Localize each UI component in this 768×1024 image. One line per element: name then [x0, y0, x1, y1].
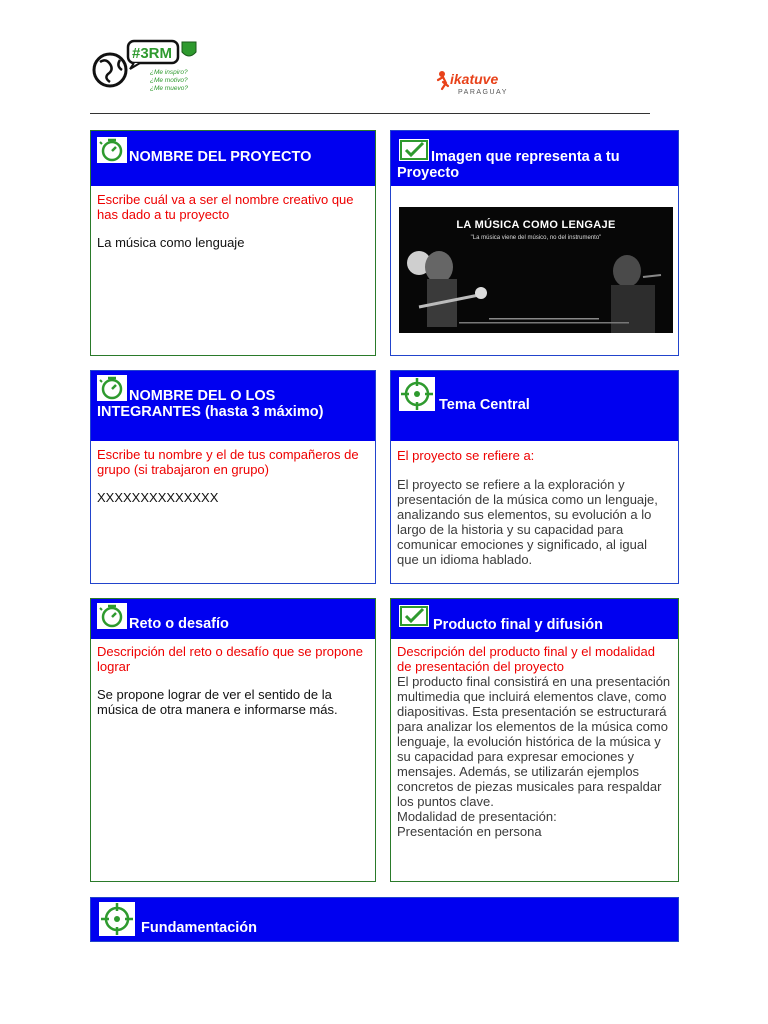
timer-icon	[97, 137, 127, 163]
card-fundamentacion	[90, 897, 679, 942]
ikatuve-brand: ikatuve	[450, 71, 499, 87]
card-answer: El producto final consistirá en una presentación multimedia que incluirá elementos clave, como diapositivas. Esta presentación se estructurará para analizar los elementos de la música como lenguaje, la evolución histórica de la música y su capacidad para expresar emociones y mensajes. Además, se utilizarán ejemplos concretos de piezas musicales para respaldar los puntos clave.	[397, 674, 671, 809]
3rm-logo-tag: #3RM	[132, 45, 173, 62]
target-icon	[399, 377, 435, 411]
header-divider	[90, 113, 650, 114]
poster-photo	[399, 207, 673, 333]
modalidad-label: Modalidad de presentación:	[397, 809, 557, 824]
card-prompt: Escribe tu nombre y el de tus compañeros de grupo (si trabajaron en grupo)	[97, 447, 359, 477]
card-header	[91, 131, 375, 186]
3rm-logo-line-1: ¿Me inspiro?	[150, 69, 188, 76]
card-answer: Se propone lograr de ver el sentido de la música de otra manera e informarse más.	[97, 687, 338, 717]
card-title: Imagen que representa a tu Proyecto	[397, 149, 620, 181]
card-answer: La música como lenguaje	[97, 235, 245, 250]
poster-subtitle: "La música viene del músico, no del instrumento"	[470, 235, 602, 241]
checkbox-icon	[399, 605, 429, 627]
card-producto-final	[390, 598, 679, 882]
target-icon	[99, 902, 135, 936]
timer-icon	[97, 603, 127, 629]
card-prompt: Descripción del producto final y el modalidad de presentación del proyecto	[397, 644, 655, 674]
card-answer: El proyecto se refiere a la exploración y presentación de la música como un lenguaje, analizando sus elementos, su evolución a lo largo de la historia y su capacidad para comunicar emociones y significado, al igual que un idioma hablado.	[397, 477, 658, 567]
card-imagen	[390, 130, 679, 356]
card-title: Fundamentación	[141, 920, 258, 936]
card-prompt: Descripción del reto o desafío que se propone lograr	[97, 644, 363, 674]
card-header	[91, 898, 678, 941]
card-prompt: El proyecto se refiere a:	[397, 448, 535, 463]
card-title: NOMBRE DEL O LOS INTEGRANTES (hasta 3 máximo)	[97, 388, 324, 420]
card-answer: XXXXXXXXXXXXXX	[97, 490, 219, 505]
ikatuve-logo	[436, 68, 526, 98]
poster-image	[399, 207, 673, 333]
card-header	[91, 599, 375, 639]
card-tema-central	[390, 370, 679, 584]
card-reto	[90, 598, 376, 882]
ikatuve-sub: PARAGUAY	[458, 89, 508, 96]
card-title: Producto final y difusión	[433, 617, 603, 633]
card-integrantes	[90, 370, 376, 584]
modalidad-value: Presentación en persona	[397, 824, 542, 839]
3rm-logo	[90, 36, 202, 98]
card-prompt: Escribe cuál va a ser el nombre creativo que has dado a tu proyecto	[97, 192, 354, 222]
card-nombre-proyecto	[90, 130, 376, 356]
3rm-logo-line-2: ¿Me motivo?	[150, 77, 188, 84]
poster-caption-graphic	[459, 317, 629, 325]
card-header	[391, 599, 678, 639]
poster-title: LA MÚSICA COMO LENGAJE	[456, 219, 616, 231]
card-title: Reto o desafío	[129, 616, 229, 632]
card-title: Tema Central	[439, 397, 530, 413]
card-header	[391, 371, 678, 441]
card-header	[91, 371, 375, 441]
card-header	[391, 131, 678, 186]
card-title: NOMBRE DEL PROYECTO	[129, 149, 312, 165]
3rm-logo-line-3: ¿Me muevo?	[150, 85, 188, 92]
